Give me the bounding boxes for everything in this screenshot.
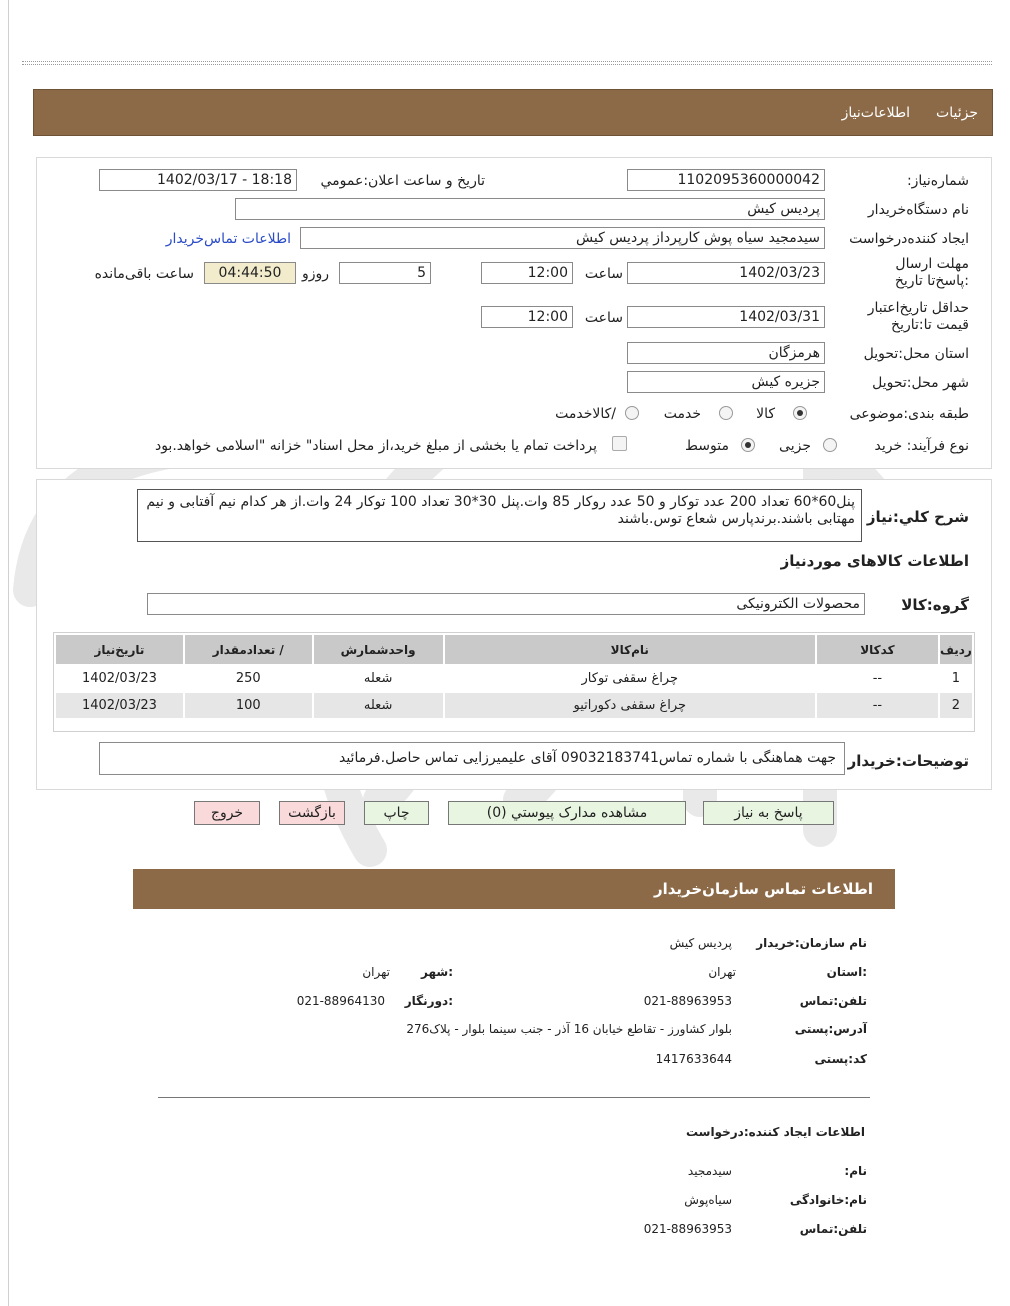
process-option-medium: متوسط xyxy=(685,438,729,454)
col-quantity: / تعدادمقدار xyxy=(185,635,312,664)
col-need-date: تاریخ‌نیاز xyxy=(56,635,183,664)
table-row[interactable] xyxy=(56,666,972,691)
remaining-label: ساعت باقی‌مانده xyxy=(94,266,194,282)
col-unit: واحدشمارش xyxy=(314,635,443,664)
org-postal-value: 1417633644 xyxy=(655,1052,732,1066)
org-name-label: نام سازمان:خریدار xyxy=(756,936,867,950)
back-button[interactable]: بازگشت xyxy=(279,801,345,825)
header-tabbar xyxy=(33,89,993,136)
exit-button[interactable]: خروج xyxy=(194,801,260,825)
city-label: شهر محل:تحویل xyxy=(872,375,969,391)
col-item-code: کدکالا xyxy=(817,635,938,664)
table-row[interactable] xyxy=(56,693,972,718)
description-label: شرح کلي:نياز xyxy=(866,508,969,526)
org-city-value: تهران xyxy=(362,965,390,979)
creator-phone-value: 021-88963953 xyxy=(643,1222,732,1236)
reply-time-label: ساعت xyxy=(584,266,623,282)
top-divider xyxy=(22,61,992,62)
cell-row-number: 1 xyxy=(940,666,972,691)
category-label: طبقه بندی:موضوعی xyxy=(849,406,969,422)
cell-row-number: 2 xyxy=(940,693,972,718)
org-address-value: بلوار کشاورز - تقاطع خیابان 16 آذر - جنب سینما بلوار - پلاک276 xyxy=(406,1022,732,1036)
description-text: پنل60*60 تعداد 200 عدد توکار و 50 عدد روکار 85 وات.پنل 30*30 تعداد 100 توکار 24 وات.از هر کدام نیم آفتابی و نیم مهتابی باشند.برندپارس شعاع توس.باشند xyxy=(137,489,862,542)
reply-date-field: 1402/03/23 xyxy=(627,262,825,284)
need-number-field: 1102095360000042 xyxy=(627,169,825,191)
org-fax-label: :دورنگار xyxy=(404,994,453,1008)
col-item-name: نام‌کالا xyxy=(445,635,815,664)
cell-need-date: 1402/03/23 xyxy=(56,666,183,691)
reply-time-field: 12:00 xyxy=(481,262,573,284)
goods-section-title: اطلاعات کالاهای موردنیاز xyxy=(780,552,969,570)
process-radio-medium[interactable] xyxy=(741,438,755,452)
creator-family-value: سیاه‌پوش xyxy=(684,1193,732,1207)
validity-date-field: 1402/03/31 xyxy=(627,306,825,328)
section-divider xyxy=(158,1097,870,1098)
validity-time-label: ساعت xyxy=(584,310,623,326)
creator-info-header: اطلاعات ایجاد کننده:درخواست xyxy=(685,1125,865,1139)
col-row-number: ردیف xyxy=(940,635,972,664)
goods-table-header xyxy=(56,635,972,664)
process-option-minor: جزیی xyxy=(779,438,811,454)
process-radio-minor[interactable] xyxy=(823,438,837,452)
top-divider-2 xyxy=(22,64,992,65)
province-label: استان محل:تحویل xyxy=(863,346,969,362)
cell-quantity: 100 xyxy=(185,693,312,718)
payment-note: پرداخت تمام یا بخشی از مبلغ خرید،از محل اسناد" خزانه "اسلامی خواهد.بود xyxy=(154,438,597,454)
buyer-notes-label: توضیحات:خریدار xyxy=(847,752,969,770)
creator-field: سیدمجید سیاه پوش کارپرداز پردیس کیش xyxy=(300,227,825,249)
days-field: 5 xyxy=(339,262,431,284)
payment-checkbox[interactable] xyxy=(612,436,627,451)
reply-deadline-label: مهلت ارسال :پاسخ‌تا تاریخ xyxy=(894,256,969,289)
tab-details[interactable]: جزئیات xyxy=(936,105,978,121)
cell-unit: شعله xyxy=(314,693,443,718)
creator-phone-label: تلفن:تماس xyxy=(799,1222,867,1236)
creator-label: ایجاد کننده‌درخواست xyxy=(849,231,969,247)
category-option-goods: کالا xyxy=(756,406,775,422)
buyer-notes-field: جهت هماهنگی با شماره تماس09032183741 آقای علیمیرزایی تماس حاصل.فرمائید xyxy=(99,742,845,775)
category-option-goods-service: /کالاخدمت xyxy=(555,406,616,422)
buyer-org-field: پردیس کیش xyxy=(235,198,825,220)
validity-label: حداقل تاریخ‌اعتبار قیمت تا:تاریخ xyxy=(867,300,969,333)
cell-item-code: -- xyxy=(817,666,938,691)
org-address-label: آدرس:پستی xyxy=(794,1022,867,1036)
category-radio-goods-service[interactable] xyxy=(625,406,639,420)
goods-panel xyxy=(36,479,992,790)
creator-family-label: نام:خانوادگی xyxy=(789,1193,867,1207)
org-province-value: تهران xyxy=(708,965,736,979)
view-attachments-button[interactable]: مشاهده مدارک پیوستي (0) xyxy=(448,801,686,825)
tab-need-info[interactable]: اطلاعات‌نیاز xyxy=(841,105,910,121)
org-province-label: :استان xyxy=(826,965,867,979)
province-field: هرمزگان xyxy=(627,342,825,364)
day-label: روزو xyxy=(301,266,329,282)
goods-table xyxy=(54,633,974,720)
org-postal-label: کد:پستی xyxy=(814,1052,867,1066)
city-field: جزیره کیش xyxy=(627,371,825,393)
org-phone-label: تلفن:تماس xyxy=(799,994,867,1008)
org-contact-title: اطلاعات تماس سازمان‌خریدار xyxy=(653,880,873,898)
page-frame-edge xyxy=(8,0,9,1306)
category-radio-goods[interactable] xyxy=(793,406,807,420)
cell-need-date: 1402/03/23 xyxy=(56,693,183,718)
org-fax-value: 021-88964130 xyxy=(296,994,385,1008)
org-name-value: پردیس کیش xyxy=(669,936,732,950)
need-number-label: شماره‌نیاز: xyxy=(906,173,969,189)
cell-quantity: 250 xyxy=(185,666,312,691)
buyer-org-label: نام دستگاه‌خریدار xyxy=(867,202,969,218)
creator-name-value: سیدمجید xyxy=(687,1164,732,1178)
org-city-label: :شهر xyxy=(421,965,453,979)
reply-button[interactable]: پاسخ به نیاز xyxy=(703,801,834,825)
category-radio-service[interactable] xyxy=(719,406,733,420)
cell-item-name: چراغ سقفی دکوراتیو xyxy=(445,693,815,718)
print-button[interactable]: چاپ xyxy=(364,801,429,825)
validity-time-field: 12:00 xyxy=(481,306,573,328)
category-option-service: خدمت xyxy=(663,406,701,422)
org-phone-value: 021-88963953 xyxy=(643,994,732,1008)
announce-label: تاریخ و ساعت اعلان:عمومي xyxy=(320,173,485,189)
cell-unit: شعله xyxy=(314,666,443,691)
goods-group-field: محصولات الکترونیکی xyxy=(147,593,865,615)
process-label: نوع فرآیند: خرید xyxy=(874,438,969,454)
need-info-panel xyxy=(36,157,992,469)
cell-item-code: -- xyxy=(817,693,938,718)
creator-name-label: نام: xyxy=(844,1164,867,1178)
announce-date-field: 1402/03/17 - 18:18 xyxy=(99,169,297,191)
remaining-time-field: 04:44:50 xyxy=(204,262,296,284)
buyer-contact-link[interactable]: اطلاعات تماس‌خریدار xyxy=(165,231,291,247)
cell-item-name: چراغ سقفی توکار xyxy=(445,666,815,691)
goods-group-label: گروه:کالا xyxy=(901,596,969,614)
org-contact-header xyxy=(133,869,895,909)
